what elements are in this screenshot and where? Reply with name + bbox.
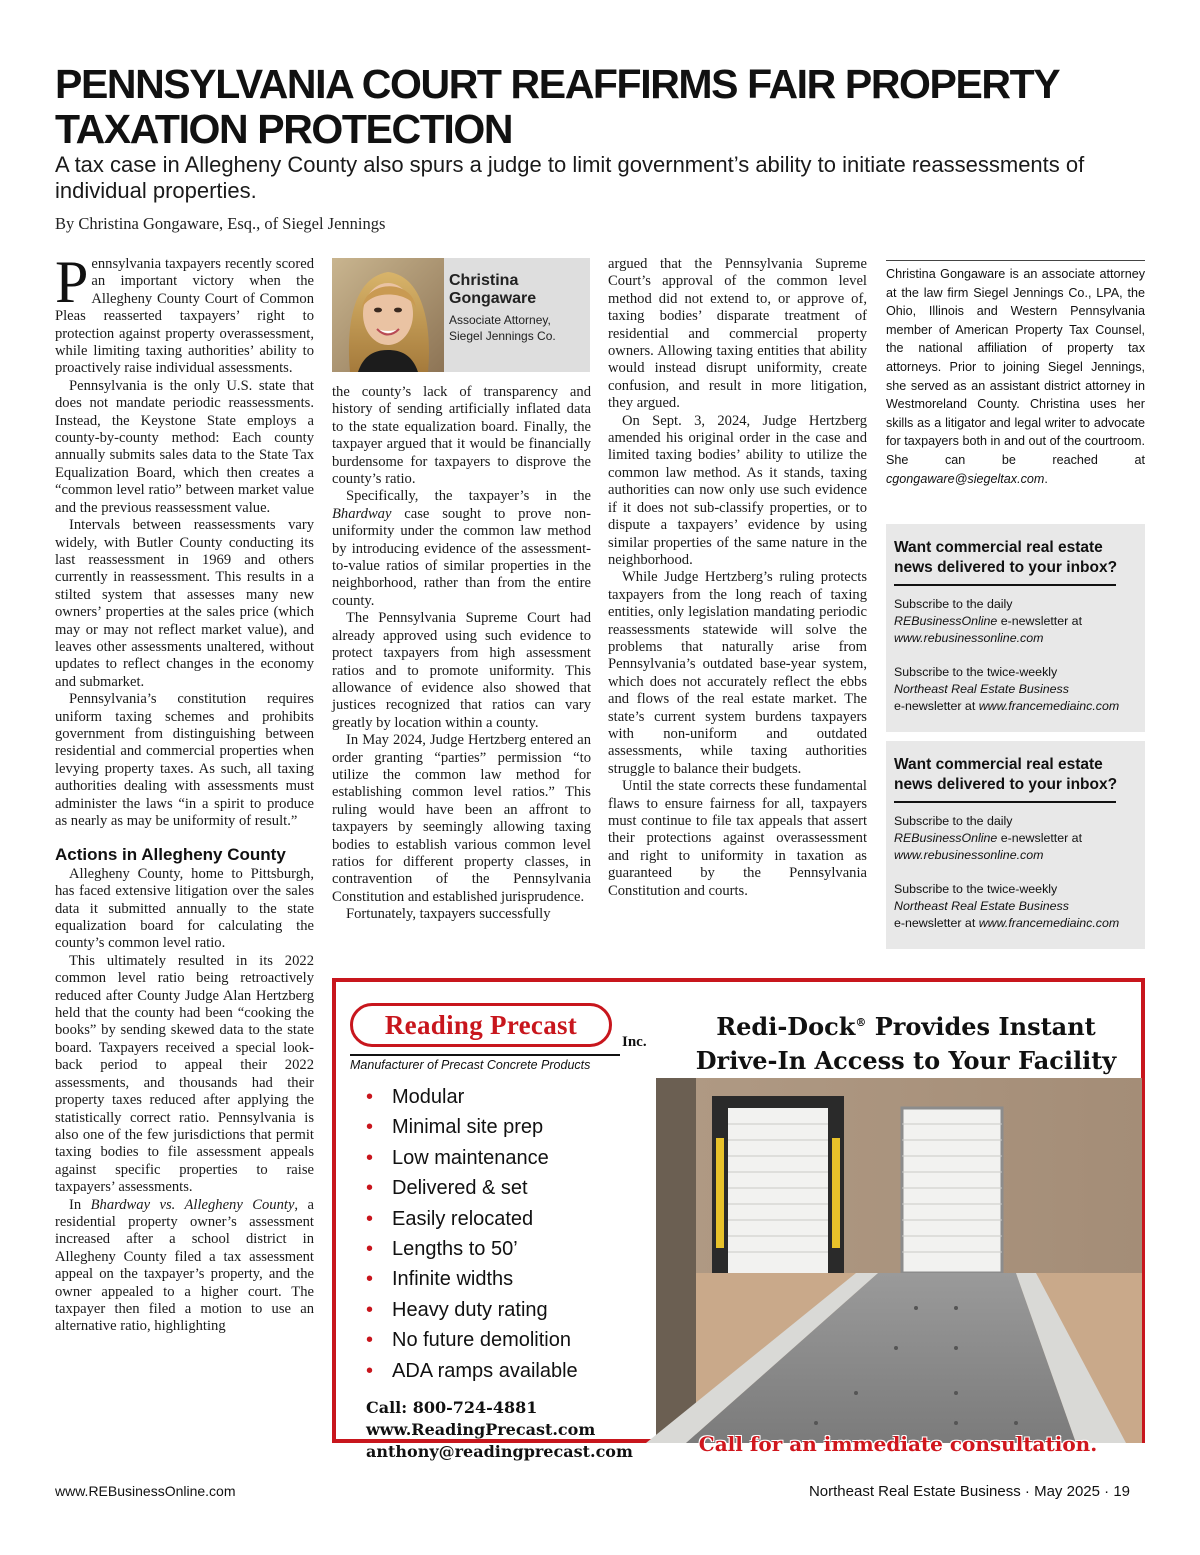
feature-item: • Modular bbox=[364, 1082, 578, 1112]
article-headline: PENNSYLVANIA COURT REAFFIRMS FAIR PROPERTY TAXATION PROTECTION bbox=[55, 61, 1059, 152]
footer-publication-info: Northeast Real Estate Business · May 2025 · 19 bbox=[808, 1483, 1130, 1500]
article-paragraph: Pennsylvania taxpayers recently scored an important victory when the Allegheny County Court of Common Pleas reasserted taxpayers’ right to protection against property overassessment, while limiting taxing authorities’ ability to proactively raise individual assessments. bbox=[55, 249, 314, 377]
daily-url-link[interactable]: www.rebusinessonline.com bbox=[894, 848, 1044, 862]
article-paragraph: Pennsylvania’s constitution requires uniform taxing schemes and prohibits government from distinguishing between residential and commercial properties when levying property taxes. As such, all taxing authorities dealing with assessments must administer the laws “in a spirit to produce as nearly as may be uniformity of result.” bbox=[55, 691, 314, 829]
feature-item: • No future demolition bbox=[364, 1325, 578, 1355]
ad-headline: Redi-Dock® Provides Instant Drive-In Access to Your Facility bbox=[695, 1012, 1117, 1075]
subscribe-box bbox=[886, 524, 1145, 732]
subscribe-heading: Want commercial real estate news delivered to your inbox? bbox=[894, 756, 1118, 793]
weekly-url-link[interactable]: www.francemediainc.com bbox=[978, 916, 1120, 930]
article-paragraph: Until the state corrects these fundamental flaws to ensure fairness for all, taxpayers must continue to file tax appeals that assert their protections against overassessment and right to uniformity in taxation as guaranteed by the Pennsylvania Constitution and courts. bbox=[608, 778, 867, 899]
article-paragraph: Pennsylvania is the only U.S. state that does not mandate periodic reassessments. Instead, the Keystone State employs a county-by-county method: Each county annually submits sales data to the State Tax Equalization Board, which then creates a “common level ratio” between market value and the previous reassessment value. bbox=[55, 377, 314, 516]
author-bio: Christina Gongaware is an associate attorney at the law firm Siegel Jennings Co., LPA, the Ohio, Illinois and Western Pennsylvania member of American Property Tax Counsel, the national affiliation of property tax attorneys. Prior to joining Siegel Jennings, she served as an assistant district attorney in Westmoreland County. Christina uses her skills as a litigator and legal writer to advocate for taxpayers both in and out of the courtroom. She can be reached at cgongaware@siegeltax.com. bbox=[886, 260, 1145, 488]
subscribe-heading: Want commercial real estate news delivered to your inbox? bbox=[894, 539, 1118, 576]
ad-phone[interactable]: Call: 800-724-4881 bbox=[366, 1398, 538, 1417]
feature-item: • Delivered & set bbox=[364, 1173, 578, 1203]
reading-precast-ad[interactable] bbox=[332, 978, 1145, 1461]
author-name: Christina Gongaware bbox=[449, 272, 537, 307]
subscribe-daily: Subscribe to the daily REBusinessOnline e-newsletter at www.rebusinessonline.com bbox=[894, 814, 1083, 862]
feature-item: • ADA ramps available bbox=[364, 1356, 578, 1386]
article-paragraph: Allegheny County, home to Pittsburgh, has faced extensive litigation over the sales data it submitted annually to the state equalization board for calculating the county’s common level ratio. bbox=[55, 865, 314, 952]
subscribe-box bbox=[886, 741, 1145, 949]
article-paragraph: the county’s lack of transparency and history of sending artificially inflated data to the state equalization board. Finally, the taxpayer argued that it would be financially burdensome for taxpayers to disprove the county’s ratio. bbox=[332, 384, 591, 488]
logo-tagline: Manufacturer of Precast Concrete Products bbox=[350, 1054, 620, 1072]
case-name: Bhardway vs. Allegheny County bbox=[90, 1196, 295, 1213]
divider bbox=[894, 584, 1116, 586]
author-title: Associate Attorney, Siegel Jennings Co. bbox=[449, 313, 556, 343]
reading-precast-logo: Reading Precast bbox=[350, 1003, 612, 1047]
ad-website-link[interactable]: www.ReadingPrecast.com bbox=[366, 1420, 596, 1439]
article-paragraph: In Bhardway vs. Allegheny County, a residential property owner’s assessment increased after a school district in Allegheny County filed a tax assessment appeal on the taxpayer’s property, and the owner appealed to a higher court. The taxpayer then filed a motion to use an alternative ratio, highlighting bbox=[55, 1196, 314, 1335]
dock-ramp-image bbox=[656, 1078, 1142, 1443]
feature-item: • Lengths to 50’ bbox=[364, 1234, 578, 1264]
article-paragraph: Fortunately, taxpayers successfully bbox=[346, 906, 551, 923]
article-paragraph: In May 2024, Judge Hertzberg entered an order granting “parties” permission “to utilize the common law method for establishing common level ratios.” This ruling would have been an affront to taxpayers by seemingly allowing taxing bodies to establish various common level ratios for different property classes, in contravention of the Pennsylvania Constitution and established jurisprudence. bbox=[332, 732, 591, 905]
subscribe-weekly: Subscribe to the twice-weekly Northeast Real Estate Business e-newsletter at www.francemediainc.com bbox=[894, 882, 1120, 930]
loading-dock-photo bbox=[656, 1078, 1142, 1443]
subscribe-weekly: Subscribe to the twice-weekly Northeast Real Estate Business e-newsletter at www.francemediainc.com bbox=[894, 665, 1120, 713]
ad-email-link[interactable]: anthony@readingprecast.com bbox=[366, 1442, 633, 1461]
article-paragraph: While Judge Hertzberg’s ruling protects taxpayers from the long reach of taxing entities, only legislation mandating periodic reassessments statewide will solve the problems that naturally arise from Pennsylvania’s outdated base-year system, which does not accurately reflect the ebbs and flows of the real estate market. The state’s current system burdens taxpayers with non-uniform and outdated assessments, while taxing authorities struggle to balance their budgets. bbox=[608, 569, 867, 777]
ad-contact bbox=[366, 1397, 633, 1463]
article-deck: A tax case in Allegheny County also spurs a judge to limit government’s ability to initiate reassessments of individual properties. bbox=[55, 152, 1085, 203]
feature-item: • Low maintenance bbox=[364, 1143, 578, 1173]
footer-website[interactable]: www.REBusinessOnline.com bbox=[55, 1483, 236, 1499]
article-column-3 bbox=[608, 256, 867, 900]
daily-url-link[interactable]: www.rebusinessonline.com bbox=[894, 631, 1044, 645]
author-portrait-image bbox=[332, 258, 444, 372]
article-paragraph: The Pennsylvania Supreme Court had already approved using such evidence to protect taxpayers from high assessment ratios and to promote uniformity. This allowance of evidence also showed that justices recognized that ratios can vary greatly by location within a county. bbox=[332, 610, 591, 731]
author-photo bbox=[332, 258, 444, 372]
subscribe-daily: Subscribe to the daily REBusinessOnline e-newsletter at www.rebusinessonline.com bbox=[894, 597, 1083, 645]
author-email-link[interactable]: cgongaware@siegeltax.com bbox=[886, 471, 1045, 486]
article-paragraph: argued that the Pennsylvania Supreme Court’s approval of the common level method did not extend to, or approve of, taxing bodies’ disparate treatment of residential and commercial property owners. Allowing taxing entities that ability would instead disrupt uniformity, create confusion, and result in more litigation, they argued. bbox=[608, 256, 867, 412]
article-column-2 bbox=[332, 384, 591, 924]
feature-item: • Infinite widths bbox=[364, 1264, 578, 1294]
article-paragraph: Intervals between reassessments vary widely, with Butler County conducting its last reassessment in 1969 and others currently in reassessment. This results in a stilted system that assesses many new owners’ properties at the sales price (which may or may not reflect market value), and leaves other assessments unaltered, without updates to reflect changes in the economy and submarket. bbox=[55, 517, 314, 690]
article-paragraph: Specifically, the taxpayer’s in the Bhardway case sought to prove non-uniformity under the common law method by introducing evidence of the assessment-to-value ratios of similar properties in the neighborhood, rather than from the entire county. bbox=[332, 488, 591, 609]
byline: By Christina Gongaware, Esq., of Siegel Jennings bbox=[55, 214, 386, 233]
section-subhead: Actions in Allegheny County bbox=[55, 845, 286, 865]
feature-item: • Easily relocated bbox=[364, 1204, 578, 1234]
author-card bbox=[332, 258, 590, 372]
feature-item: • Heavy duty rating bbox=[364, 1295, 578, 1325]
case-name: Bhardway bbox=[332, 505, 392, 522]
article-paragraph: This ultimately resulted in its 2022 common level ratio being retroactively reduced after County Judge Alan Hertzberg held that the county had been “cooking the books” by sending skewed data to the state board. Taxpayers received a special look-back period to appeal their 2022 assessments, and thousands had their property taxes reduced after applying the statistically correct ratio. Pennsylvania is also one of the few jurisdictions that permit taxing bodies to file assessment appeals against specific properties to raise taxpayers’ assessments. bbox=[55, 952, 314, 1196]
page-number: 19 bbox=[1113, 1483, 1130, 1500]
divider bbox=[894, 801, 1116, 803]
drop-cap: P bbox=[55, 249, 89, 315]
article-paragraph: On Sept. 3, 2024, Judge Hertzberg amended his original order in the case and limited taxing bodies’ ability to utilize the common law method. As it stands, taxing authorities can now only use such evidence if it does not sub-classify properties, or to dispute a taxpayers’ evidence by using similar properties of the same nature in the neighborhood. bbox=[608, 412, 867, 568]
feature-list bbox=[364, 1082, 578, 1386]
feature-item: • Minimal site prep bbox=[364, 1112, 578, 1142]
ad-cta[interactable]: Call for an immediate consultation. bbox=[698, 1432, 1098, 1456]
article-column-1 bbox=[55, 249, 314, 1336]
weekly-url-link[interactable]: www.francemediainc.com bbox=[978, 699, 1120, 713]
logo-inc: Inc. bbox=[622, 1034, 647, 1050]
